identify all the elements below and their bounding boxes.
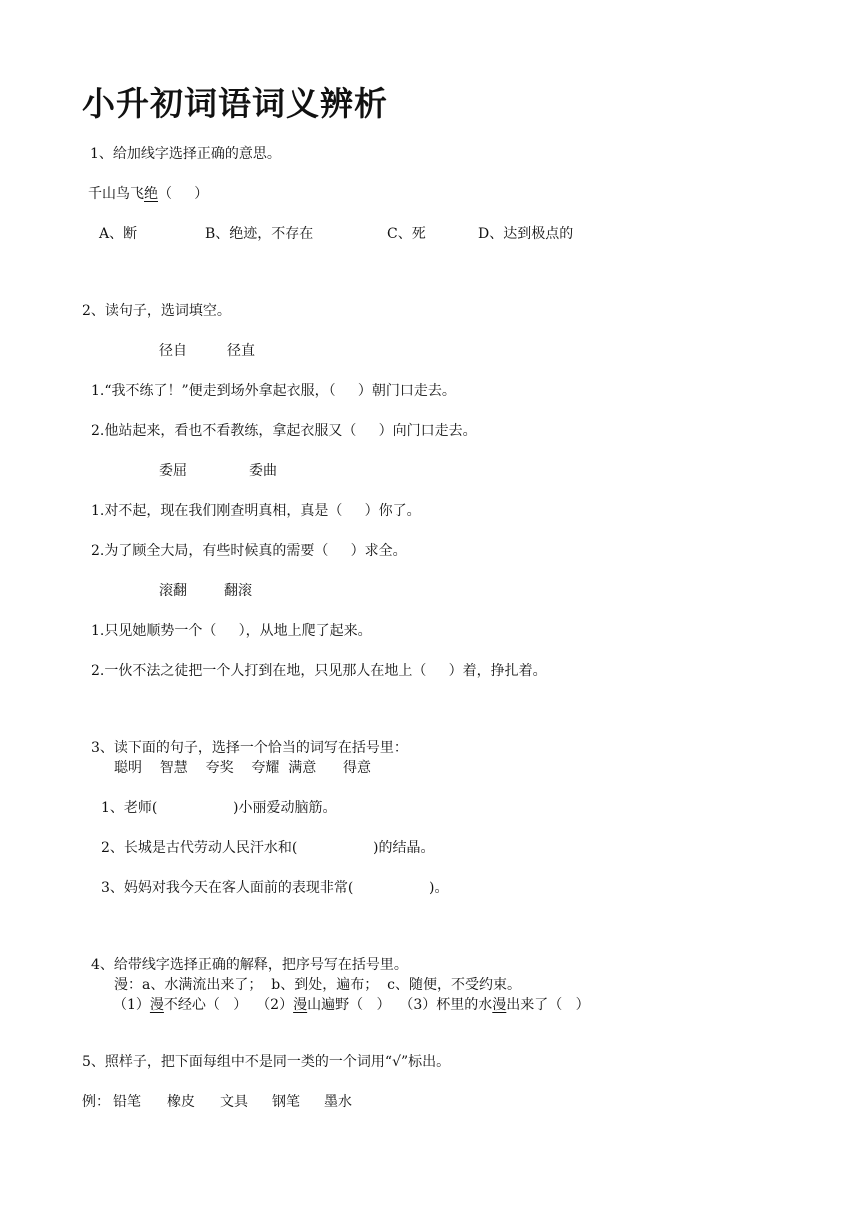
q2-group3-word2: 翻滚 xyxy=(224,583,252,599)
q1-option-d: D、达到极点的 xyxy=(478,226,574,242)
q4-item1-pre: （1） xyxy=(113,997,150,1013)
q2-group3-sentence1: 1.只见她顺势一个（ ），从地上爬了起来。 xyxy=(91,623,372,639)
q2-group1-sentence2: 2.他站起来，看也不看教练，拿起衣服又（ ）向门口走去。 xyxy=(91,423,477,439)
q3-heading: 3、读下面的句子，选择一个恰当的词写在括号里： xyxy=(91,740,408,756)
q4-item3-pre: （3）杯里的水 xyxy=(399,997,493,1013)
q4-heading: 4、给带线字选择正确的解释，把序号写在括号里。 xyxy=(91,957,408,973)
q4-item1-post: 不经心（ ） xyxy=(163,997,248,1013)
q4-item2-pre: （2） xyxy=(256,997,294,1013)
q5-heading: 5、照样子，把下面每组中不是同一类的一个词用“√”标出。 xyxy=(82,1054,451,1070)
q5-example-word3: 文具 xyxy=(220,1094,248,1110)
q2-group2-sentence1: 1.对不起，现在我们刚查明真相，真是（ ）你了。 xyxy=(91,503,421,519)
q3-item2: 2、长城是古代劳动人民汗水和( )的结晶。 xyxy=(101,840,435,856)
q3-item1: 1、老师( )小丽爱动脑筋。 xyxy=(101,800,337,816)
q1-option-c: C、死 xyxy=(387,226,426,242)
q1-option-a: A、断 xyxy=(99,226,138,242)
q4-item3-post: 出来了（ ） xyxy=(506,997,590,1013)
page-title: 小升初词语词义辨析 xyxy=(82,84,388,123)
q2-group2-word1: 委屈 xyxy=(159,463,187,479)
q5-example-label: 例： xyxy=(82,1094,110,1110)
q2-group1-word2: 径直 xyxy=(227,343,255,359)
q4-item1-char: 漫 xyxy=(149,997,164,1013)
q5-example-word5: 墨水 xyxy=(324,1094,352,1110)
q3-word-bank: 聪明 智慧 夸奖 夸耀 满意 得意 xyxy=(114,760,372,776)
q5-example-word1: 铅笔 xyxy=(113,1094,141,1110)
q5-example-word2: 橡皮 xyxy=(167,1094,195,1110)
q2-group1-word1: 径自 xyxy=(159,343,187,359)
q5-example-word4: 钢笔 xyxy=(272,1094,300,1110)
q1-option-b: B、绝迹，不存在 xyxy=(205,226,314,242)
q4-item2-post: 山遍野（ ） xyxy=(307,997,391,1013)
q1-heading: 1、给加线字选择正确的意思。 xyxy=(90,146,281,162)
q4-definitions: 漫：a、水满流出来了； b、到处，遍布； c、随便，不受约束。 xyxy=(114,977,521,993)
q1-phrase-text: 千山鸟飞 xyxy=(88,186,144,202)
q2-heading: 2、读句子，选词填空。 xyxy=(82,303,231,319)
q2-group2-word2: 委曲 xyxy=(249,463,277,479)
q4-item3-char: 漫 xyxy=(492,997,507,1013)
q2-group3-sentence2: 2.一伙不法之徒把一个人打到在地，只见那人在地上（ ）着，挣扎着。 xyxy=(91,663,547,679)
q1-underlined-char: 绝 xyxy=(144,186,158,202)
q2-group2-sentence2: 2.为了顾全大局，有些时候真的需要（ ）求全。 xyxy=(91,543,407,559)
q1-phrase xyxy=(88,185,208,203)
q2-group1-sentence1: 1.“我不练了！”便走到场外拿起衣服，（ ）朝门口走去。 xyxy=(91,383,456,399)
q3-item3: 3、妈妈对我今天在客人面前的表现非常( )。 xyxy=(101,880,449,896)
q2-group3-word1: 滚翻 xyxy=(159,583,187,599)
q1-answer-blank: （ ） xyxy=(158,186,209,202)
q4-item2-char: 漫 xyxy=(293,997,308,1013)
q4-items xyxy=(113,996,590,1014)
